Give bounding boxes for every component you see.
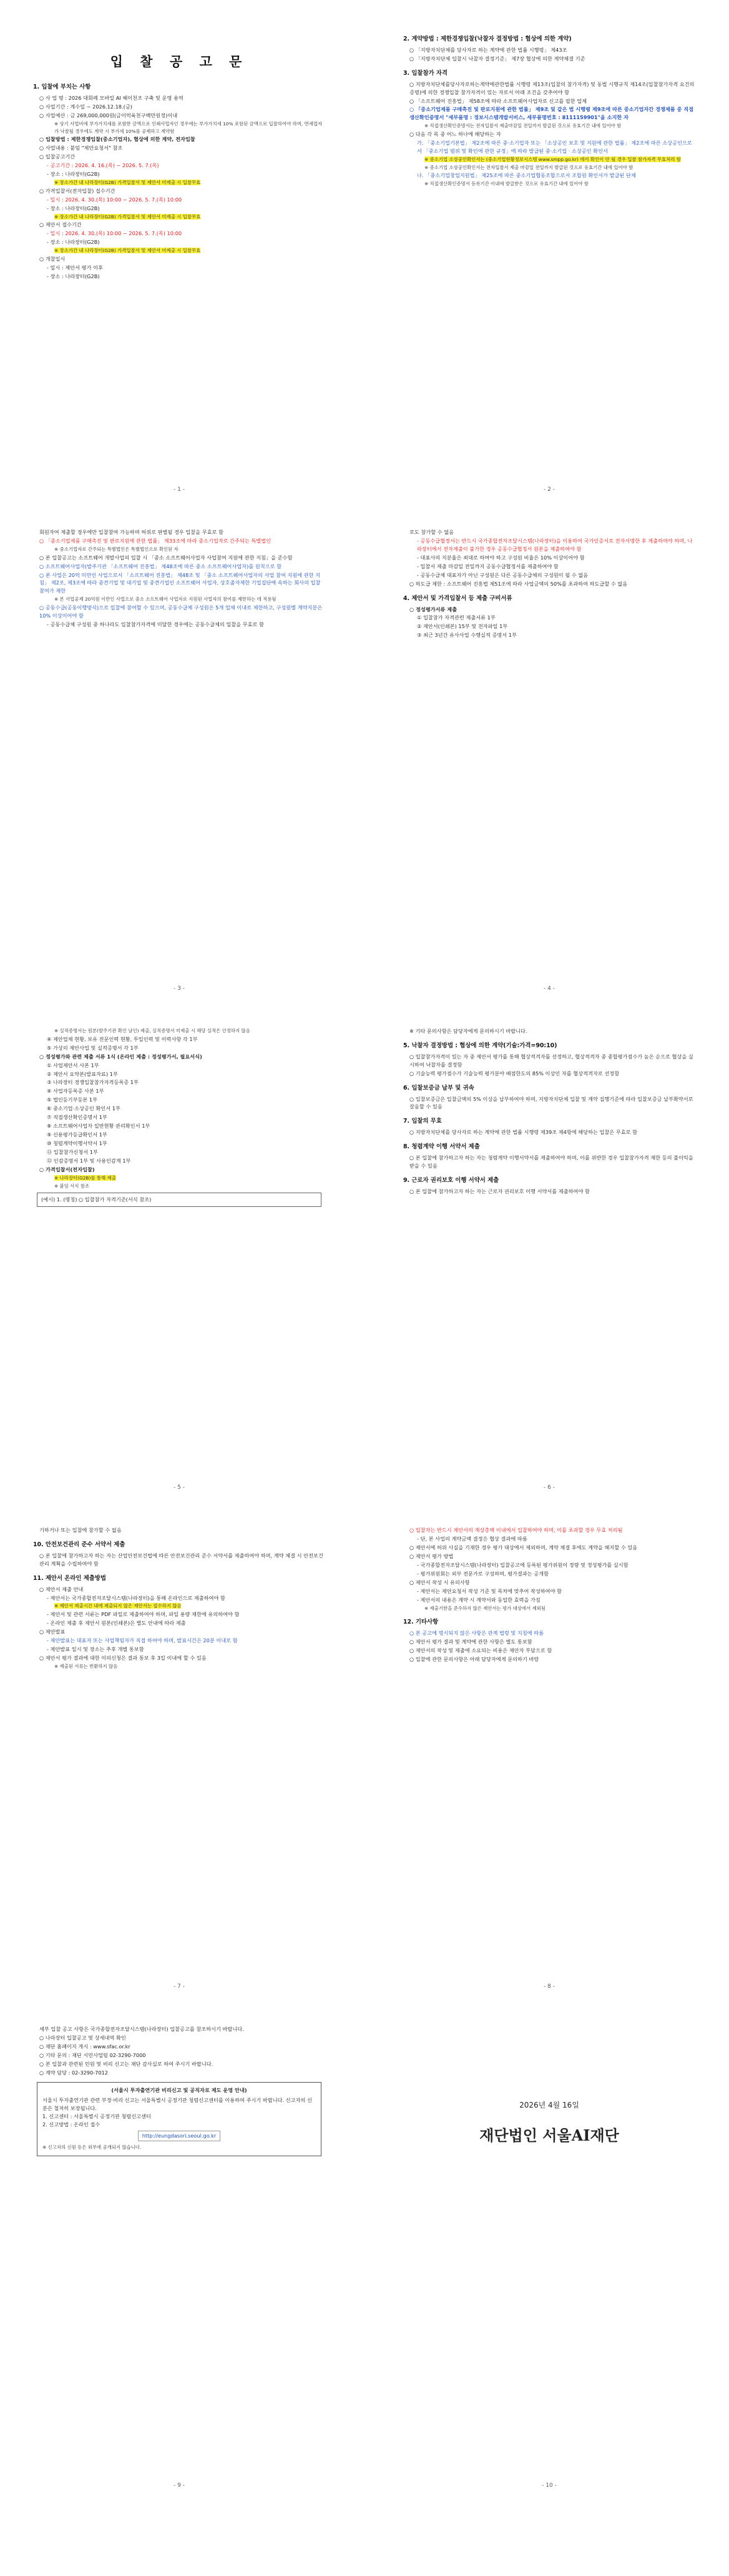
- opening-time: - 일시 : 제안서 평가 이후: [47, 264, 103, 271]
- body-line: ○ 제안서 평가 결과 및 계약에 관한 사항은 별도 통보함: [409, 1639, 532, 1645]
- example-line: (예시) 1. (명칭) ○ 입찰참가 자격기준(서식 참조): [41, 1196, 152, 1203]
- body-line: ④ 사업자등록증 사본 1부: [47, 1088, 104, 1095]
- body-line: 로도 참가할 수 없음: [409, 529, 454, 535]
- body-line: ○ 기타 문의 : 재단 시민사업팀 02-3290-7000: [39, 2051, 146, 2058]
- note-text: ※ 제안서 제출시간 내에 제출되지 않은 제안서는 접수하지 않음: [54, 1603, 182, 1609]
- page-number: - 5 -: [174, 1484, 185, 1491]
- note-text: ※ 중소기업자로 간주되는 특별법인은 특별법인으로 확인된 자: [54, 546, 179, 552]
- section-heading: 12. 기타사항: [403, 1619, 439, 1626]
- page-number: - 3 -: [174, 985, 185, 992]
- note-text: ※ 나라장터(G2B)를 통해 제출: [54, 1174, 116, 1181]
- body-line: ○ 다음 각 목 중 어느 하나에 해당하는 자: [409, 131, 501, 138]
- section-heading: 6. 입찰보증금 납부 및 귀속: [403, 1084, 474, 1092]
- body-line: ○ 「지방자치단체를 당사자로 하는 계약에 관한 법률 시행령」 제43조: [409, 46, 567, 53]
- body-line: ⑫ 인감증명서 1부 및 사용인감계 1부: [47, 1158, 131, 1165]
- body-line: ○ 제안발표: [39, 1629, 66, 1635]
- body-line: ⑥ 중소기업·소상공인 확인서 1부: [47, 1105, 120, 1112]
- page-title: 입 찰 공 고 문: [110, 54, 248, 69]
- note-text: ※ 직접생산확인증명서는 전자입찰서 제출마감일 전일까지 발급된 것으로 유효기간 내에 있어야 함: [424, 123, 622, 129]
- body-line: ② 제안서(인쇄본) 15부 및 전자파일 1부: [417, 623, 508, 630]
- body-line: ○ 계약 담당 : 02-3290-7012: [39, 2069, 108, 2076]
- bid-method-line: ○ 입찰방법 : 제한경쟁입찰(중소기업자), 협상에 의한 계약, 전자입찰: [39, 136, 195, 143]
- body-line: - 온라인 제출 후 제안서 원본(인쇄본)은 별도 안내에 따라 제출: [47, 1620, 186, 1627]
- body-line: ⑤ 가상의 제안사업 및 실적증명서 각 1부: [47, 1044, 139, 1051]
- note-text: ※ 상기 사업비에 부가가치세를 포함한 금액으로 인쇄사업자인 경우에는 부가가치세 10% 포함된 금액으로 입찰하여야 하며, 면세업자가 낙찰될 경우에도 계약 시 부가세 10%를 공제하고 계약함: [54, 120, 323, 134]
- document-page-6: [387, 1012, 712, 1498]
- notice-period-dates: - 공고기간 : 2026. 4. 16.(목) ~ 2026. 5. 7.(목): [47, 162, 159, 169]
- document-page-2: [387, 14, 712, 500]
- note-text: ※ 중소기업 소상공인확인서는 전자입찰서 제출 마감일 전일까지 발급된 것으로 유효기간 내에 있어야 함: [424, 164, 634, 170]
- body-line: ○ 본 공고에 명시되지 않은 사항은 관계 법령 및 지침에 따름: [409, 1630, 544, 1637]
- note-text: ※ 실적증명서는 원본(발주기관 확인 날인) 제출, 실적증명서 미제출 시 해당 실적은 인정하지 않음: [54, 1028, 250, 1034]
- body-line: ② 제안서 요약본(발표자료) 1부: [47, 1070, 118, 1077]
- body-line: ○ 입찰보증금은 입찰금액의 5% 이상을 납부하여야 하며, 지방자치단체 입찰 및 계약 집행기준에 따라 입찰보증금 납부확약서로 갈음할 수 있음: [409, 1095, 693, 1110]
- report-notice-text: 서울시 투자출연기관 관련 부정·비리 신고는 서울특별시 공정기관 청렴신고센터를 이용하여 주시기 바랍니다. 신고자의 신분은 철저히 보장됩니다.: [42, 2096, 312, 2111]
- body-line: ⑩ 청렴계약이행서약서 1부: [47, 1140, 107, 1147]
- body-line: ① 입찰참가 자격관련 제출서류 1부: [417, 614, 496, 621]
- body-line: ○ 공동수급(공동이행방식)으로 입찰에 참여할 수 있으며, 공동수급체 구성원은 5개 업체 이내로 제한하고, 구성원별 계약지분은 10% 이상이어야 함: [39, 604, 323, 619]
- body-line: ⑨ 신용평가등급확인서 1부: [47, 1131, 107, 1138]
- body-line: - 국가종합전자조달시스템(나라장터) 입찰공고에 등록된 평가위원이 정량 및 정성평가를 실시함: [417, 1561, 629, 1568]
- report-method-line: 2. 신고방법 : 온라인 접수: [42, 2121, 100, 2128]
- body-line: - 제안서는 제안요청서 작성 기준 및 목차에 맞추어 작성하여야 함: [417, 1587, 562, 1594]
- body-line: ○ 정성평가와 관련 제출 서류 1식 (온라인 제출 : 정성평가서, 필요서식): [39, 1053, 202, 1060]
- body-line: ③ 최근 3년간 유사사업 수행실적 증명서 1부: [417, 632, 517, 639]
- body-line: ○ 제안서의 작성 및 제출에 소요되는 비용은 제안자 부담으로 함: [409, 1647, 552, 1654]
- opening-label: ○ 개찰일시: [39, 255, 66, 262]
- body-line: ⑧ 소프트웨어사업자 일반현황 관리확인서 1부: [47, 1123, 150, 1130]
- body-line: ○ 지방자치단체를 당사자로 하는 계약에 관한 법률 시행령 제39조 제4항에 해당하는 입찰은 무효로 함: [409, 1129, 638, 1136]
- section-heading: 3. 입찰참가 자격: [403, 69, 448, 77]
- body-line: - 공동수급체 대표자가 아닌 구성원은 다른 공동수급체의 구성원이 될 수 없음: [417, 571, 589, 578]
- body-line: ○ 본 입찰과 관련된 민원 및 비리 신고는 재단 감사실로 하여 주시기 바랍니다.: [39, 2060, 213, 2067]
- body-line: - 대표사의 지분율은 최대로 하여야 하고 구성원 비율은 10% 이상이어야 함: [417, 554, 585, 561]
- document-page-3: [17, 513, 341, 999]
- section-heading: 7. 입찰의 무효: [403, 1118, 442, 1125]
- document-page-9: [17, 2010, 341, 2496]
- body-line: ○ 제안서에 허위 사실을 기재한 경우 평가 대상에서 제외하며, 계약 체결 후에도 계약을 해지할 수 있음: [409, 1544, 638, 1551]
- body-line: - 평가위원회는 외부 전문가로 구성하며, 평가결과는 공개함: [417, 1570, 549, 1577]
- body-line: ① 사업제안서 사본 1부: [47, 1062, 99, 1068]
- proposal-dates: - 일시 : 2026. 4. 30.(목) 10:00 ~ 2026. 5. 7.(목) 10:00: [47, 230, 182, 237]
- document-page-5: [17, 1012, 341, 1498]
- note-text: ※ 장소가간 내 나라장터(G2B) 가격입찰서 및 제안서 미제출 시 입찰무효: [54, 213, 201, 220]
- body-line: ○ 입찰참가자격이 있는 자 중 제안서 평가를 통해 협상적격자를 선정하고, 협상적격자 중 종합평가점수가 높은 순으로 협상을 실시하여 낙찰자를 결정함: [409, 1053, 693, 1068]
- note-text: ※ 중소기업 소상공인확인서는 (중소기업현황정보시스템 www.smpp.go.kr) 에서 확인이 안 될 경우 입찰 참가자격 무효처리 함: [424, 156, 681, 162]
- document-page-8: [387, 1511, 712, 1997]
- section-heading: 8. 청렴계약 이행 서약서 제출: [403, 1143, 480, 1151]
- section-heading: 9. 근로자 권리보호 이행 서약서 제출: [403, 1177, 499, 1184]
- example-box: [37, 1193, 321, 1207]
- body-line: ⑦ 직접생산확인증명서 1부: [47, 1114, 107, 1121]
- body-line: ○ 기술능력 평가점수가 기술능력 평가분야 배점한도의 85% 이상인 자를 협상적격자로 선정함: [409, 1070, 620, 1077]
- note-text: ※ 장소가간 내 나라장터(G2B) 가격입찰서 및 제안서 미제출 시 입찰무효: [54, 248, 201, 254]
- note-text: ※ 제출기한을 준수하지 않은 제안서는 평가 대상에서 제외됨: [424, 1605, 546, 1611]
- price-bid-place: - 장소 : 나라장터(G2B): [47, 205, 100, 211]
- report-link-row: [42, 2131, 316, 2141]
- note-text: ※ 붙임 서식 참조: [54, 1183, 90, 1189]
- body-line: - 제안발표 일시 및 장소는 추후 개별 통보함: [47, 1645, 144, 1652]
- body-line: ※ 기타 문의사항은 담당자에게 문의하시기 바랍니다.: [409, 1028, 527, 1034]
- body-line: ○ 「소프트웨어 진흥법」 제58조에 따라 소프트웨어사업자로 신고를 필한 업체: [409, 97, 587, 104]
- price-bid-period-label: ○ 가격입찰서(전자입찰) 접수기간: [39, 187, 115, 194]
- page-number: - 6 -: [544, 1484, 555, 1491]
- note-text: ※ 장소가간 내 나라장터(G2B) 가격입찰서 및 제안서 미제출 시 입찰무효: [54, 180, 201, 186]
- page-number: - 2 -: [544, 486, 555, 493]
- body-line: ○ 본 입찰에 참가하고자 하는 자는 청렴계약 이행서약서를 제출하여야 하며, 이를 위반한 경우 입찰참가자격 제한 등의 불이익을 받을 수 있음: [409, 1155, 693, 1169]
- body-line: 나. 「중소기업창업지원법」 제25조에 따른 중소기업협동조합으로서 조합원 확인서가 발급된 단체: [417, 172, 636, 179]
- document-page-4: [387, 513, 712, 999]
- body-line: ○ 「중소기업제품 구매촉진 및 판로지원에 관한 법률」 제33조에 따라 중소기업자로 간주되는 특별법인: [39, 537, 272, 544]
- body-line: ○ 제안서 작성 시 유의사항: [409, 1579, 470, 1586]
- report-notice-box: [37, 2082, 321, 2156]
- opening-place: - 장소 : 나라장터(G2B): [47, 273, 100, 279]
- body-line: ○ 제안서 평가 결과에 대한 이의신청은 결과 통보 후 3일 이내에 할 수 있음: [39, 1654, 207, 1661]
- body-line: - 공동수급체 구성원 중 하나라도 입찰참가자격에 미달한 경우에는 공동수급체의 입찰을 무효로 함: [47, 621, 264, 627]
- body-line: ○ 「지방자치단체 입찰시 낙찰자 결정기준」 제7장 협상에 의한 계약체결 기준: [409, 55, 585, 62]
- body-line: ○ 하도급 제한 : 소프트웨어 진흥법 제51조에 따라 사업금액의 50%를 초과하여 하도급할 수 없음: [409, 580, 628, 587]
- document-page-7: [17, 1511, 341, 1997]
- report-notice-title: (서울시 투자출연기관 비리신고 및 공직자로 제도 운영 안내): [111, 2086, 247, 2093]
- body-line: ○ 제안서 제출 안내: [39, 1586, 84, 1592]
- proposal-place: - 장소 : 나라장터(G2B): [47, 239, 100, 246]
- page-number: - 7 -: [174, 1983, 185, 1990]
- page-number: - 8 -: [544, 1983, 555, 1990]
- body-line: - 제안서 및 관련 서류는 PDF 파일로 제출하여야 하며, 파일 용량 제한에 유의하여야 함: [47, 1611, 240, 1618]
- notice-place: - 장소 : 나라장터(G2B): [47, 171, 100, 178]
- body-line: 회원자여 제출할 경우에만 입찰참여 가능하며 허위로 판별될 경우 입찰을 무효로 함: [39, 529, 223, 535]
- page-number: - 1 -: [174, 486, 185, 493]
- budget-line: ○ 사업예산 : 금 269,000,000원(금이억육천구백만원정)이내: [39, 112, 178, 119]
- section-heading: 11. 제안서 온라인 제출방법: [33, 1574, 106, 1582]
- body-line: ○ 본 사업은 20억 미만인 사업으로서 「소프트웨어 진흥법」 제48조 및 「중소 소프트웨어사업자의 사업 참여 지원에 관한 지침」 제2조, 제3조에 따라 중견기업 및 대기업 및 중견기업인 소프트웨어 사업자, 상호출자제한 기업집단에 속하는 회사의 입찰 참여가 제한: [39, 571, 321, 594]
- business-content-line: ○ 사업내용 : 붙임 "제안요청서" 참조: [39, 145, 123, 152]
- section-heading: 10. 안전보건관리 준수 서약서 제출: [33, 1541, 125, 1548]
- project-name-line: ○ 사 업 명 : 2026 대회례 모바일 AI 헤이천조 구축 및 운영 용역: [39, 95, 183, 102]
- body-line: - 공동수급협정서는 반드시 국가종합전자조달시스템(나라장터)을 이용하여 국가인증서로 전자서명한 후 제출하여야 하며, 나라장터에서 전자제출이 불가한 경우 공동수급협정서 원본을 제출하여야 함: [417, 537, 693, 552]
- price-bid-dates: - 일시 : 2026. 4. 30.(목) 10:00 ~ 2026. 5. 7.(목) 10:00: [47, 196, 182, 203]
- note-text: ※ 제출된 서류는 반환하지 않음: [54, 1663, 118, 1669]
- page-number: - 10 -: [542, 2482, 557, 2489]
- body-line: ⑤ 법인등기부등본 1부: [47, 1097, 98, 1103]
- body-line: ○ 나라장터 입찰공고 및 상세내역 확인: [39, 2034, 126, 2041]
- document-page-1: [17, 14, 341, 500]
- body-line: ○ 본 입찰에 참가하고자 하는 자는 산업안전보건법에 따른 안전보건관리 준수 서약서를 제출하여야 하며, 계약 체결 시 안전보건관리 계획을 수립하여야 함: [39, 1552, 323, 1567]
- body-line: ○ 입찰자는 반드시 제안서의 계상총액 이내에서 입찰하여야 하며, 이를 초과할 경우 무효 처리됨: [409, 1527, 623, 1533]
- body-line: ○ 가격입찰서(전자입찰): [39, 1166, 95, 1173]
- note-text: ※ 직접생산확인증명서 등록기간 이내에 발급받은 것으로 유효기간 내에 있어야 함: [424, 181, 589, 187]
- body-line: ○ 본 입찰공고는 소프트웨어 개발사업의 입찰 시 「중소 소프트웨어사업자 사업참여 지원에 관한 지침」을 준수함: [39, 554, 293, 561]
- notice-period-label: ○ 입찰공고기간: [39, 153, 76, 160]
- body-line: ○ 제안서 평가 방법: [409, 1552, 454, 1559]
- body-line: ○ 「중소기업제품 구매촉진 및 판로지원에 관한 법률」 제9조 및 같은 법 시행령 제9조에 따른 중소기업자간 경쟁제품 중 직접생산확인증명서 "세부품명 : 정보시스템개발서비스, 세부품명번호 : 8111159901"을 소지한 자: [409, 106, 694, 121]
- page-number: - 4 -: [544, 985, 555, 992]
- body-line: ○ 소프트웨어사업자(발주기관 「소프트웨어 진흥법」 제48조에 따른 중소 소프트웨어사업자)를 원칙으로 함: [39, 563, 282, 569]
- body-line: ③ 나라장터 경쟁입찰참가자격등록증 1부: [47, 1079, 139, 1086]
- section-heading: 4. 제안서 및 가격입찰서 등 제출 구비서류: [403, 594, 512, 602]
- note-text: ※ 본 사업공제 20억원 이만인 사업으로 중소 소프트웨어 사업자로 지원된 사업자의 참여를 제한하는 데 적용됨: [54, 596, 276, 603]
- body-line: ○ 본 입찰에 참가하고자 하는 자는 근로자 권리보호 이행 서약서를 제출하여야 함: [409, 1188, 590, 1194]
- document-page-10: [387, 2010, 712, 2496]
- body-line: - 제안서는 국가종합전자조달시스템(나라장터)을 통해 온라인으로 제출하여야 함: [47, 1594, 225, 1601]
- note-text: ※ 신고자의 신원 등은 외부에 공개되지 않습니다.: [42, 2144, 142, 2151]
- body-line: ⑪ 입찰참가신청서 1부: [47, 1149, 98, 1156]
- section-heading: 2. 계약방법 : 제한경쟁입찰(낙찰자 결정방법 : 협상에 의한 계약): [403, 36, 572, 42]
- body-line: - 제안서의 내용은 계약 시 계약서와 동일한 효력을 가짐: [417, 1596, 541, 1603]
- body-line: ○ 재단 홈페이지 게시 : www.sfac.or.kr: [39, 2043, 130, 2050]
- body-line: ○ 입찰에 관한 문의사항은 아래 담당자에게 문의하기 바람: [409, 1655, 539, 1662]
- body-line: ④ 제안업체 현황, 보유 전문인력 현황, 투입인력 및 이력사항 각 1부: [47, 1035, 198, 1042]
- report-link[interactable]: http://eungdasori.seoul.go.kr: [138, 2131, 221, 2141]
- body-line: - 단, 본 사업의 계약금액 결정은 협상 결과에 따름: [417, 1535, 527, 1542]
- project-period-line: ○ 사업기간 : 계수일 ~ 2026.12.18.(금): [39, 103, 132, 110]
- body-line: - 제안발표는 대표자 또는 사업책임자가 직접 하여야 하며, 발표시간은 20분 이내로 함: [47, 1637, 238, 1644]
- proposal-period-label: ○ 제안서 접수기간: [39, 221, 82, 228]
- issuing-organization: 재단법인 서울AI재단: [479, 2126, 619, 2144]
- body-line: 기하거나 또는 입찰에 참가할 수 없음: [39, 1527, 122, 1533]
- body-line: - 입찰서 제출 마감일 전일까지 공동수급협정서를 제출하여야 함: [417, 563, 559, 569]
- body-line: ○ 지방자치단체를당사자로하는계약에관한법률 시행령 제13조(입찰의 참가자격) 및 동법 시행규칙 제14조(입찰참가자격 요건의 증명)에 의한 경쟁입찰 참가자격이 있는 자로서 아래 조건을 갖추어야 함: [409, 80, 695, 95]
- body-line: 세부 입찰 공고 사항은 국가종합전자조달시스템(나라장터) 입찰공고를 참조하시기 바랍니다.: [39, 2026, 244, 2032]
- body-line: ○ 정성평가서류 제출: [409, 606, 457, 613]
- body-line: 가. 「중소기업기본법」 제2조에 따른 중·소기업자 또는 「소상공인 보호 및 지원에 관한 법률」 제2조에 따른 소상공인으로서 「중소기업 범위 및 확인에 관한 규정」에 따라 발급된 중·소기업 · 소상공인 확인서: [417, 140, 692, 154]
- announcement-date: 2026년 4월 16일: [519, 2101, 579, 2109]
- report-center-line: 1. 신고센터 : 서울특별시 공정기관 청렴신고센터: [42, 2113, 151, 2119]
- section-heading: 1. 입찰에 부치는 사항: [33, 84, 91, 91]
- page-number: - 9 -: [174, 2482, 185, 2489]
- section-heading: 5. 낙찰자 결정방법 : 협상에 의한 계약(기술:가격=90:10): [403, 1042, 557, 1049]
